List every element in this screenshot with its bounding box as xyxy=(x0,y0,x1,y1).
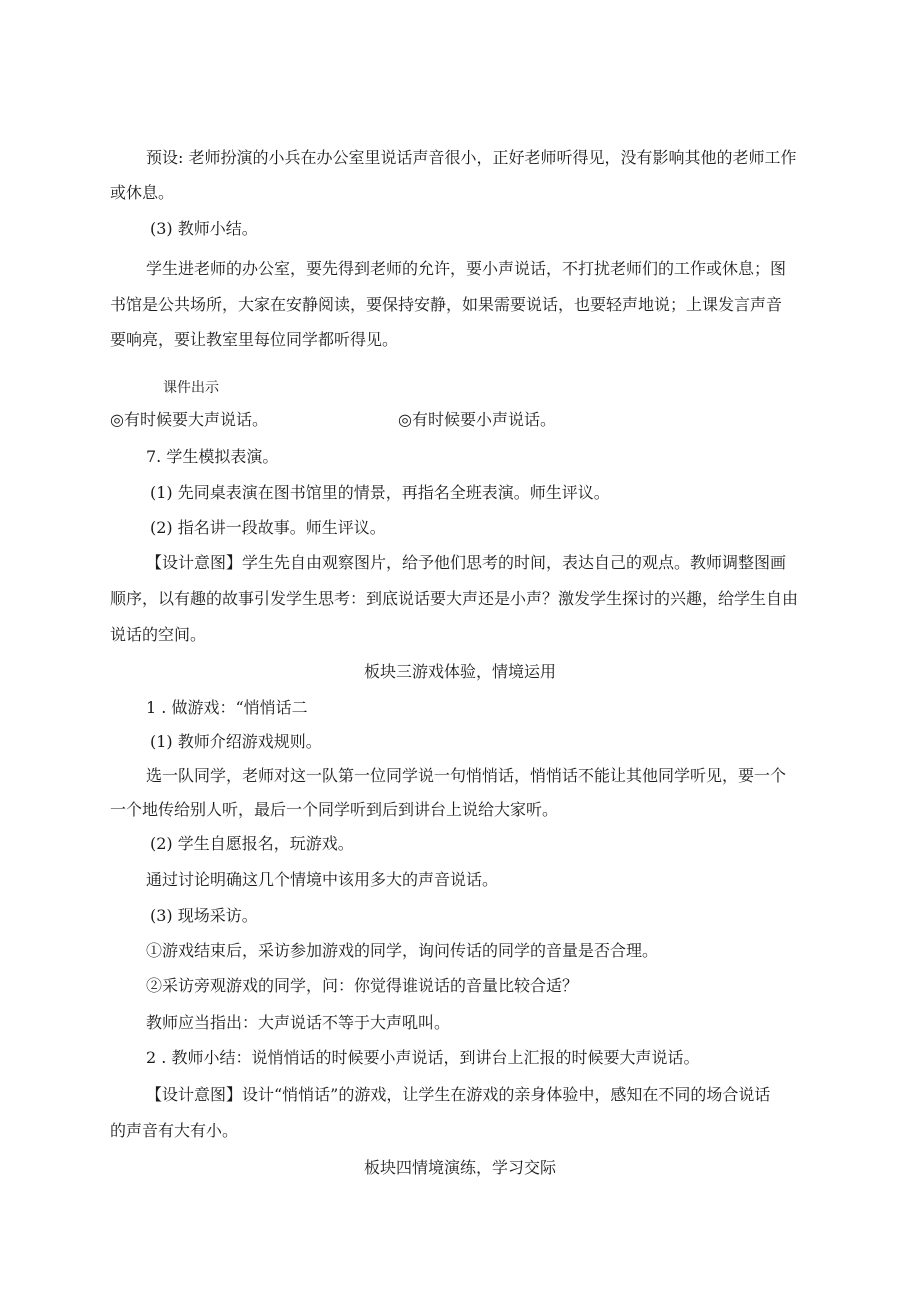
game-discussion: 通过讨论明确这几个情境中该用多大的声音说话。 xyxy=(146,870,499,889)
design-intent-1-line-1: 【设计意图】学生先自由观察图片，给予他们思考的时间，表达自己的观点。教师调整图画 xyxy=(146,553,787,572)
step-7-heading: 7. 学生模拟表演。 xyxy=(146,447,279,466)
courseware-item-loud: ◎有时候要大声说话。 xyxy=(110,410,268,429)
summary-para-line-2: 书馆是公共场所，大家在安静阅读，要保持安静，如果需要说话，也要轻声地说；上课发言声音 xyxy=(110,295,783,314)
game-heading: 1 . 做游戏：“悄悄话二 xyxy=(146,698,308,717)
courseware-label: 课件出示 xyxy=(163,380,219,396)
design-intent-1-line-2: 顺序，以有趣的故事引发学生思考：到底说话要大声还是小声？激发学生探讨的兴趣，给学生自由 xyxy=(110,589,799,608)
teacher-note: 教师应当指出：大声说话不等于大声吼叫。 xyxy=(146,1013,451,1032)
game-rules-line-2: 一个地传给别人听，最后一个同学听到后到讲台上说给大家听。 xyxy=(110,800,559,819)
section-3-title: 板块三游戏体验，情境运用 xyxy=(363,662,556,681)
section-4-title: 板块四情境演练，学习交际 xyxy=(363,1158,556,1177)
design-intent-2-line-2: 的声音有大有小。 xyxy=(110,1121,239,1140)
game-rules-line-1: 选一队同学，老师对这一队第一位同学说一句悄悄话，悄悄话不能让其他同学听见，要一个 xyxy=(146,766,787,785)
design-intent-1-line-3: 说话的空间。 xyxy=(110,625,207,644)
summary-para-line-1: 学生进老师的办公室，要先得到老师的允许，要小声说话，不打扰老师们的工作或休息；图 xyxy=(146,259,787,278)
courseware-item-quiet: ◎有时候要小声说话。 xyxy=(398,410,556,429)
game-step-3: (3) 现场采访。 xyxy=(150,906,258,925)
preset-line-2: 或休息。 xyxy=(110,183,175,202)
step-teacher-summary: (3) 教师小结。 xyxy=(150,219,258,238)
step-7-item-2: (2) 指名讲一段故事。师生评议。 xyxy=(150,518,386,537)
step-7-item-1: (1) 先同桌表演在图书馆里的情景，再指名全班表演。师生评议。 xyxy=(150,483,610,502)
design-intent-2-line-1: 【设计意图】设计“悄悄话”的游戏，让学生在游戏的亲身体验中，感知在不同的场合说话 xyxy=(146,1085,771,1104)
teacher-summary-2: 2 . 教师小结：说悄悄话的时候要小声说话，到讲台上汇报的时候要大声说话。 xyxy=(146,1048,700,1067)
summary-para-line-3: 要响亮，要让教室里每位同学都听得见。 xyxy=(110,330,399,349)
interview-item-1: ①游戏结束后，采访参加游戏的同学，询问传话的同学的音量是否合理。 xyxy=(146,941,659,960)
game-step-1: (1) 教师介绍游戏规则。 xyxy=(150,732,322,751)
interview-item-2: ②采访旁观游戏的同学，问：你觉得谁说话的音量比较合适？ xyxy=(146,976,579,995)
preset-line-1: 预设: 老师扮演的小兵在办公室里说话声音很小，正好老师听得见，没有影响其他的老师工作 xyxy=(146,148,797,167)
game-step-2: (2) 学生自愿报名，玩游戏。 xyxy=(150,834,354,853)
